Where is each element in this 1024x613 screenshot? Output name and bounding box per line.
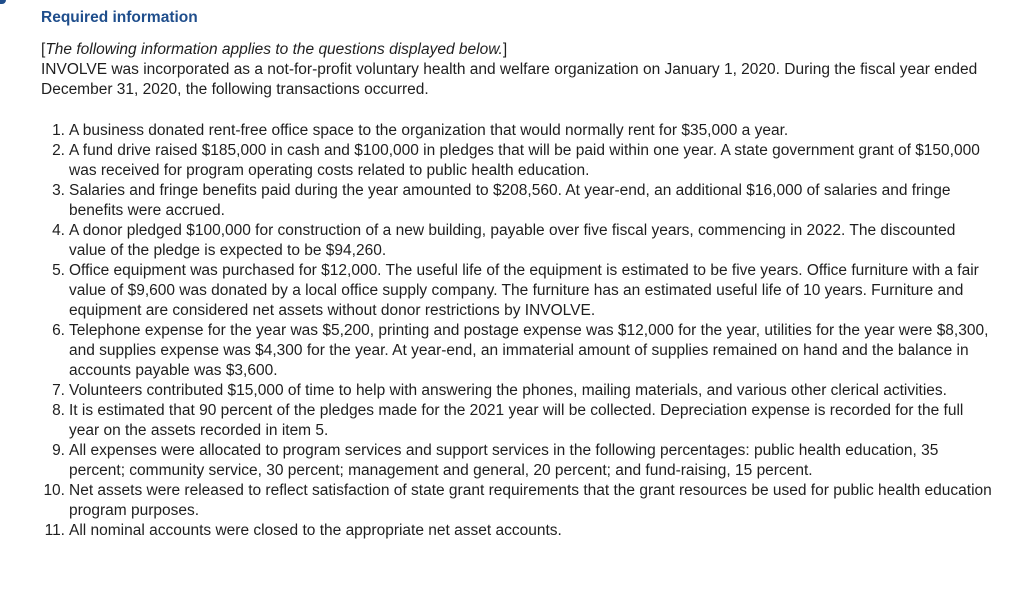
note-text: The following information applies to the questions displayed below. — [45, 41, 503, 58]
item-number: 6. — [52, 322, 65, 339]
item-text: Net assets were released to reflect satisfaction of state grant requirements that the grant resources be used for public health education program purposes. — [69, 482, 992, 519]
list-item — [41, 121, 996, 141]
list-item — [41, 401, 996, 441]
intro-block — [41, 40, 1001, 100]
note-bracket-open: [ — [41, 41, 46, 58]
list-item — [41, 321, 996, 381]
item-number: 8. — [52, 402, 65, 419]
transaction-list — [41, 121, 996, 541]
item-number: 1. — [52, 122, 65, 139]
item-number: 5. — [52, 262, 65, 279]
note-bracket-close: ] — [502, 41, 508, 58]
item-number: 2. — [52, 142, 65, 159]
accent-bar — [0, 0, 6, 4]
item-number: 9. — [52, 442, 65, 459]
item-text: A donor pledged $100,000 for construction of a new building, payable over five fiscal years, commencing in 2022. The discounted value of the pledge is expected to be $94,260. — [69, 222, 956, 259]
list-item — [41, 381, 996, 401]
item-text: All nominal accounts were closed to the appropriate net asset accounts. — [69, 522, 562, 539]
list-item — [41, 261, 996, 321]
item-number: 4. — [52, 222, 65, 239]
list-item — [41, 521, 996, 541]
list-item — [41, 481, 996, 521]
item-text: Telephone expense for the year was $5,200, printing and postage expense was $12,000 for the year, utilities for the year were $8,300, and supplies expense was $4,300 for the year. At year-end, an immaterial amount of supplies remained on hand and the balance in accounts payable was $3,600. — [69, 322, 989, 379]
item-text: A business donated rent-free office space to the organization that would normally rent for $35,000 a year. — [69, 122, 789, 139]
item-text: All expenses were allocated to program services and support services in the following percentages: public health education, 35 percent; community service, 30 percent; management and general, 20 percent; and fund-raising, 15 percent. — [69, 442, 939, 479]
list-item — [41, 141, 996, 181]
page-title: Required information — [41, 9, 198, 26]
list-item — [41, 441, 996, 481]
item-number: 7. — [52, 382, 65, 399]
item-text: A fund drive raised $185,000 in cash and $100,000 in pledges that will be paid within one year. A state government grant of $150,000 was received for program operating costs related to public health education. — [69, 142, 980, 179]
item-number: 3. — [52, 182, 65, 199]
item-text: Salaries and fringe benefits paid during the year amounted to $208,560. At year-end, an additional $16,000 of salaries and fringe benefits were accrued. — [69, 182, 951, 219]
item-number: 10. — [43, 482, 65, 499]
intro-paragraph: INVOLVE was incorporated as a not-for-profit voluntary health and welfare organization on January 1, 2020. During the fiscal year ended December 31, 2020, the following transactions occurred. — [41, 61, 978, 98]
context-note — [41, 40, 1001, 60]
item-text: It is estimated that 90 percent of the pledges made for the 2021 year will be collected. Depreciation expense is recorded for the full year on the assets recorded in item 5. — [69, 402, 964, 439]
item-text: Volunteers contributed $15,000 of time to help with answering the phones, mailing materials, and various other clerical activities. — [69, 382, 947, 399]
item-number: 11. — [44, 522, 65, 539]
list-item — [41, 221, 996, 261]
list-item — [41, 181, 996, 221]
item-text: Office equipment was purchased for $12,000. The useful life of the equipment is estimated to be five years. Office furniture with a fair value of $9,600 was donated by a local office supply company. The furniture has an estimated useful life of 10 years. Furniture and equipment are considered net assets without donor restrictions by INVOLVE. — [69, 262, 979, 319]
